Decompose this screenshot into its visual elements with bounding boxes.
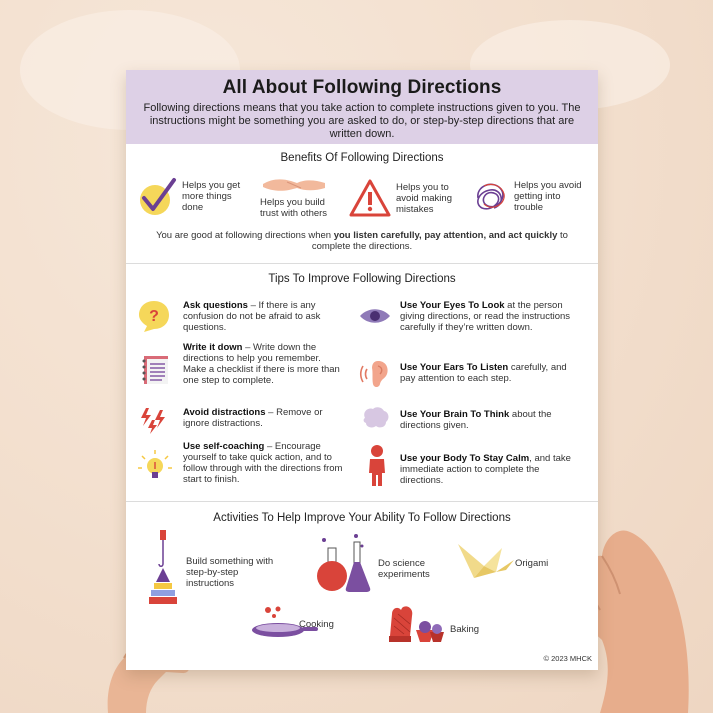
oven-mitt-cupcakes-icon: [386, 604, 444, 646]
tip-ears: [400, 362, 572, 384]
tip-eyes: [400, 300, 572, 333]
flasks-icon: [314, 532, 376, 596]
tip-body: – Write down the directions to help you remember. Make a checklist if there is more than one step to complete.: [183, 342, 340, 386]
brain-icon: [360, 406, 390, 430]
activity-text: Origami: [515, 558, 549, 569]
tip-title: Use Your Ears To Listen: [400, 362, 509, 373]
activities-heading: Activities To Help Improve Your Ability To Follow Directions: [213, 512, 511, 524]
activity-text: Do science experiments: [378, 558, 430, 580]
notepad-icon: [138, 353, 172, 387]
tip-write-it-down: [183, 342, 343, 386]
benefit-text: Helps you get more things done: [182, 180, 241, 213]
tip-body: – Remove or ignore distractions.: [183, 407, 323, 429]
tip-body: – Encourage yourself to take quick action, and to follow through with the directions from start to finish.: [183, 441, 343, 485]
tip-title: Use self-coaching: [183, 441, 265, 452]
handshake-icon: [261, 174, 327, 194]
summary-text: to complete the directions.: [311, 230, 568, 252]
benefits-summary: [140, 230, 584, 252]
activity-text: Baking: [450, 624, 480, 635]
eye-icon: [358, 306, 392, 326]
lightbulb-icon: [136, 448, 174, 484]
summary-text: You are good at following directions when: [156, 230, 334, 241]
section-divider: [126, 501, 598, 502]
summary-emphasis: you listen carefully, pay attention, and act quickly: [333, 230, 558, 241]
tips-heading: Tips To Improve Following Directions: [268, 273, 456, 285]
tip-body: about the directions given.: [400, 409, 552, 431]
benefit-text: Helps you to avoid making mistakes: [396, 182, 452, 215]
handout-sheet: [126, 70, 598, 670]
tip-title: Use Your Eyes To Look: [400, 300, 505, 311]
section-divider: [126, 263, 598, 264]
ear-icon: [358, 358, 392, 390]
question-bubble-icon: [136, 298, 172, 334]
tangle-icon: [472, 178, 510, 216]
page-title: All About Following Directions: [222, 77, 502, 98]
tip-self-coaching: [183, 441, 343, 485]
tip-avoid-distractions: [183, 407, 343, 429]
tip-title: Ask questions: [183, 300, 248, 311]
header-banner: [126, 70, 598, 144]
lightning-icon: [138, 406, 172, 436]
body-icon: [366, 444, 388, 488]
tip-ask-questions: [183, 300, 343, 333]
crane-blocks-icon: [146, 530, 180, 608]
tip-body: carefully, and pay attention to each step.: [400, 362, 567, 384]
benefits-heading: Benefits Of Following Directions: [280, 152, 444, 164]
activity-text: Build something with step-by-step instructions: [186, 556, 274, 589]
tip-title: Use your Body To Stay Calm: [400, 453, 530, 464]
tip-body: , and take immediate action to complete the directions.: [400, 453, 571, 486]
tip-title: Write it down: [183, 342, 243, 353]
copyright-notice: © 2023 MHCK: [543, 654, 592, 663]
svg-text:?: ?: [149, 308, 159, 325]
benefit-text: Helps you avoid getting into trouble: [514, 180, 582, 213]
paper-crane-icon: [456, 542, 516, 582]
tip-title: Avoid distractions: [183, 407, 266, 418]
tip-title: Use Your Brain To Think: [400, 409, 510, 420]
activity-text: Cooking: [299, 619, 334, 630]
tip-body: at the person giving directions, or read the instructions carefully if they’re written down.: [400, 300, 571, 333]
tip-brain: [400, 409, 572, 431]
benefit-text: Helps you build trust with others: [260, 197, 328, 219]
tip-body-calm: [400, 453, 572, 486]
tip-body: – If there is any confusion do not be afraid to ask questions.: [183, 300, 321, 333]
checkmark-icon: [136, 176, 178, 218]
warning-icon: [348, 178, 392, 218]
intro-text: Following directions means that you take action to complete instructions given to you. The instructions might be something you are asked to do, or step-by-step directions that are written down.: [143, 102, 581, 140]
